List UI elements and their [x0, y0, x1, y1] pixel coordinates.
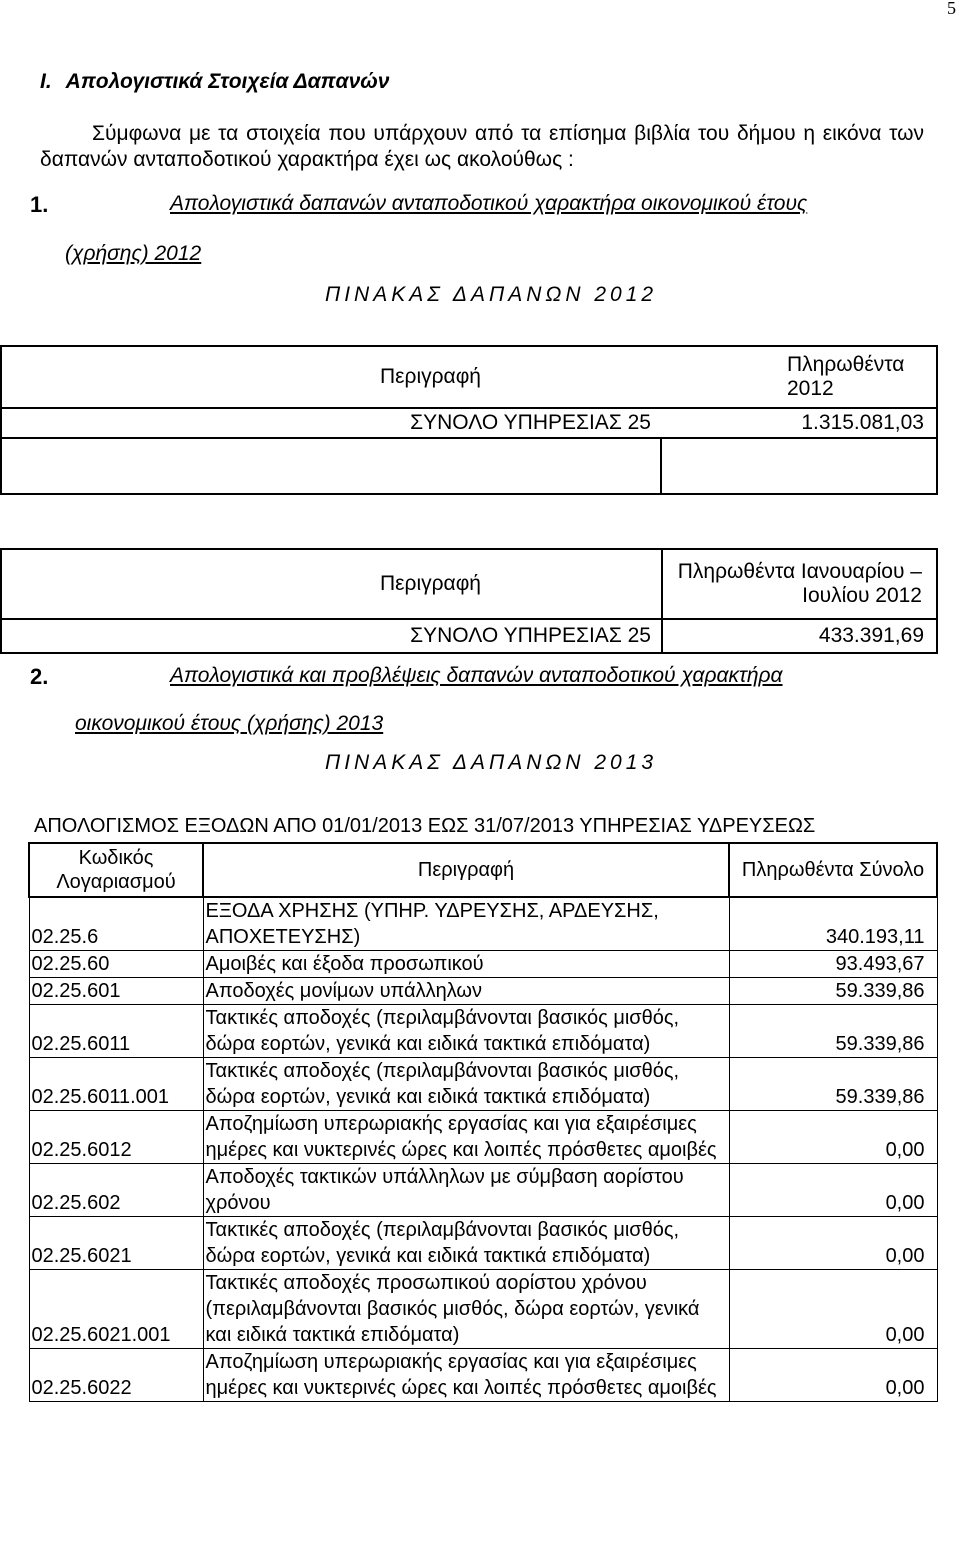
account-code: 02.25.6011: [29, 1005, 203, 1058]
row-value: 0,00: [729, 1164, 937, 1217]
account-code: 02.25.6022: [29, 1349, 203, 1402]
row-description: Τακτικές αποδοχές (περιλαμβάνονται βασικός μισθός, δώρα εορτών, γενικά και ειδικά τακτικά επιδόματα): [203, 1217, 729, 1270]
table-row: [29, 1217, 937, 1270]
row-value: 340.193,11: [729, 897, 937, 951]
col-header-code: Κωδικός Λογαριασμού: [29, 843, 203, 897]
intro-paragraph: [40, 121, 924, 173]
col-header-desc: Περιγραφή: [203, 843, 729, 897]
section2-number: 2.: [30, 664, 49, 689]
table-row: [29, 1005, 937, 1058]
account-code: 02.25.602: [29, 1164, 203, 1217]
page-number: 5: [947, 0, 956, 18]
table-row: [29, 897, 937, 951]
col-header-desc: Περιγραφή: [1, 346, 661, 408]
expenses-table-2013: [28, 842, 938, 1402]
table-row: [29, 951, 937, 978]
row-description: Τακτικές αποδοχές προσωπικού αορίστου χρόνου (περιλαμβάνονται βασικός μισθός, δώρα εορτών, γενικά και ειδικά τακτικά επιδόματα): [203, 1270, 729, 1349]
row-desc: ΣΥΝΟΛΟ ΥΠΗΡΕΣΙΑΣ 25: [1, 619, 662, 653]
row-description: Αποζημίωση υπερωριακής εργασίας και για εξαιρέσιμες ημέρες και νυκτερινές ώρες και λοιπές πρόσθετες αμοιβές: [203, 1349, 729, 1402]
row-description: Αποζημίωση υπερωριακής εργασίας και για εξαιρέσιμες ημέρες και νυκτερινές ώρες και λοιπές πρόσθετες αμοιβές: [203, 1111, 729, 1164]
table-row: [29, 1164, 937, 1217]
col-header-paid: Πληρωθέντα 2012: [661, 346, 937, 408]
row-description: Τακτικές αποδοχές (περιλαμβάνονται βασικός μισθός, δώρα εορτών, γενικά και ειδικά τακτικά επιδόματα): [203, 1005, 729, 1058]
table-row: [29, 1270, 937, 1349]
row-description: Αποδοχές μονίμων υπάλληλων: [203, 978, 729, 1005]
account-code: 02.25.6011.001: [29, 1058, 203, 1111]
col-header-paid: Πληρωθέντα Σύνολο: [729, 843, 937, 897]
section-heading: [40, 70, 389, 94]
row-description: Αποδοχές τακτικών υπάλληλων με σύμβαση αορίστου χρόνου: [203, 1164, 729, 1217]
report-title: ΑΠΟΛΟΓΙΣΜΟΣ ΕΞΟΔΩΝ ΑΠΟ 01/01/2013 ΕΩΣ 31/07/2013 ΥΠΗΡΕΣΙΑΣ ΥΔΡΕΥΣΕΩΣ: [34, 815, 816, 837]
expenses-table-2012: [0, 345, 938, 495]
account-code: 02.25.6012: [29, 1111, 203, 1164]
row-value: 0,00: [729, 1111, 937, 1164]
account-code: 02.25.6021: [29, 1217, 203, 1270]
account-code: 02.25.60: [29, 951, 203, 978]
table-row: [29, 1111, 937, 1164]
heading-title: Απολογιστικά Στοιχεία Δαπανών: [65, 70, 390, 93]
table-row: [29, 978, 937, 1005]
empty-cell: [1, 438, 661, 494]
heading-number: I.: [40, 70, 52, 93]
row-description: ΕΞΟΔΑ ΧΡΗΣΗΣ (ΥΠΗΡ. ΥΔΡΕΥΣΗΣ, ΑΡΔΕΥΣΗΣ, ΑΠΟΧΕΤΕΥΣΗΣ): [203, 897, 729, 951]
table-title-2012: ΠΙΝΑΚΑΣ ΔΑΠΑΝΩΝ 2012: [325, 283, 658, 306]
row-value: 59.339,86: [729, 978, 937, 1005]
section2-title-line1: Απολογιστικά και προβλέψεις δαπανών ανταποδοτικού χαρακτήρα: [170, 664, 783, 687]
account-code: 02.25.6: [29, 897, 203, 951]
account-code: 02.25.6021.001: [29, 1270, 203, 1349]
table-title-2013: ΠΙΝΑΚΑΣ ΔΑΠΑΝΩΝ 2013: [325, 751, 658, 774]
intro-text: Σύμφωνα με τα στοιχεία που υπάρχουν από τα επίσημα βιβλία του δήμου η εικόνα των δαπανών ανταποδοτικού χαρακτήρα έχει ως ακολούθως :: [40, 122, 924, 171]
row-value: 0,00: [729, 1217, 937, 1270]
section1-title-line1: Απολογιστικά δαπανών ανταποδοτικού χαρακτήρα οικονομικού έτους: [170, 192, 808, 215]
col-header-desc: Περιγραφή: [1, 549, 662, 619]
expenses-table-jan-jul-2012: [0, 548, 938, 654]
section1-number: 1.: [30, 192, 49, 217]
empty-cell: [661, 438, 937, 494]
section1-title-line2: (χρήσης) 2012: [65, 242, 202, 265]
row-desc: ΣΥΝΟΛΟ ΥΠΗΡΕΣΙΑΣ 25: [1, 408, 661, 438]
row-value: 59.339,86: [729, 1058, 937, 1111]
row-description: Αμοιβές και έξοδα προσωπικού: [203, 951, 729, 978]
row-value: 0,00: [729, 1270, 937, 1349]
table-row: [29, 1058, 937, 1111]
table-row: [29, 1349, 937, 1402]
account-code: 02.25.601: [29, 978, 203, 1005]
row-value: 0,00: [729, 1349, 937, 1402]
row-description: Τακτικές αποδοχές (περιλαμβάνονται βασικός μισθός, δώρα εορτών, γενικά και ειδικά τακτικά επιδόματα): [203, 1058, 729, 1111]
col-header-paid: Πληρωθέντα Ιανουαρίου – Ιουλίου 2012: [662, 549, 937, 619]
section2-title-line2: οικονομικού έτους (χρήσης) 2013: [75, 712, 384, 735]
row-value: 1.315.081,03: [661, 408, 937, 438]
row-value: 59.339,86: [729, 1005, 937, 1058]
row-value: 433.391,69: [662, 619, 937, 653]
row-value: 93.493,67: [729, 951, 937, 978]
